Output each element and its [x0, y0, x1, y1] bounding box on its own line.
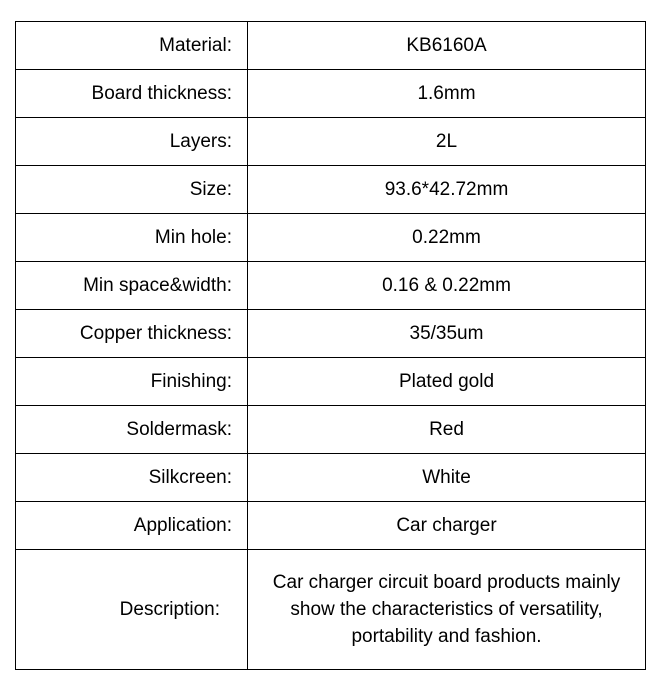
row-label: Min space&width:: [16, 262, 248, 310]
row-label: Copper thickness:: [16, 310, 248, 358]
row-label: Material:: [16, 22, 248, 70]
table-row-silkscreen: [16, 454, 646, 502]
row-label: Finishing:: [16, 358, 248, 406]
table-row-copper-thickness: [16, 310, 646, 358]
row-value: 0.22mm: [248, 214, 646, 262]
row-value: 1.6mm: [248, 70, 646, 118]
row-label: Board thickness:: [16, 70, 248, 118]
row-label: Soldermask:: [16, 406, 248, 454]
row-label: Silkcreen:: [16, 454, 248, 502]
row-value: White: [248, 454, 646, 502]
table-row-soldermask: [16, 406, 646, 454]
row-value: Car charger circuit board products mainly show the characteristics of versatility, portability and fashion.: [248, 550, 646, 670]
table-row-min-space-width: [16, 262, 646, 310]
row-value: 35/35um: [248, 310, 646, 358]
row-value: Car charger: [248, 502, 646, 550]
table-row-min-hole: [16, 214, 646, 262]
spec-table-body: [16, 22, 646, 670]
row-label: Application:: [16, 502, 248, 550]
row-value: 2L: [248, 118, 646, 166]
table-row-description: [16, 550, 646, 670]
table-row-material: [16, 22, 646, 70]
table-row-application: [16, 502, 646, 550]
table-row-layers: [16, 118, 646, 166]
table-row-size: [16, 166, 646, 214]
spec-table: [15, 21, 646, 670]
table-row-finishing: [16, 358, 646, 406]
row-value: KB6160A: [248, 22, 646, 70]
row-value: 93.6*42.72mm: [248, 166, 646, 214]
row-value: Plated gold: [248, 358, 646, 406]
row-value: Red: [248, 406, 646, 454]
row-value: 0.16 & 0.22mm: [248, 262, 646, 310]
table-row-board-thickness: [16, 70, 646, 118]
row-label: Min hole:: [16, 214, 248, 262]
row-label: Layers:: [16, 118, 248, 166]
row-label: Size:: [16, 166, 248, 214]
row-label: Description:: [16, 550, 248, 670]
